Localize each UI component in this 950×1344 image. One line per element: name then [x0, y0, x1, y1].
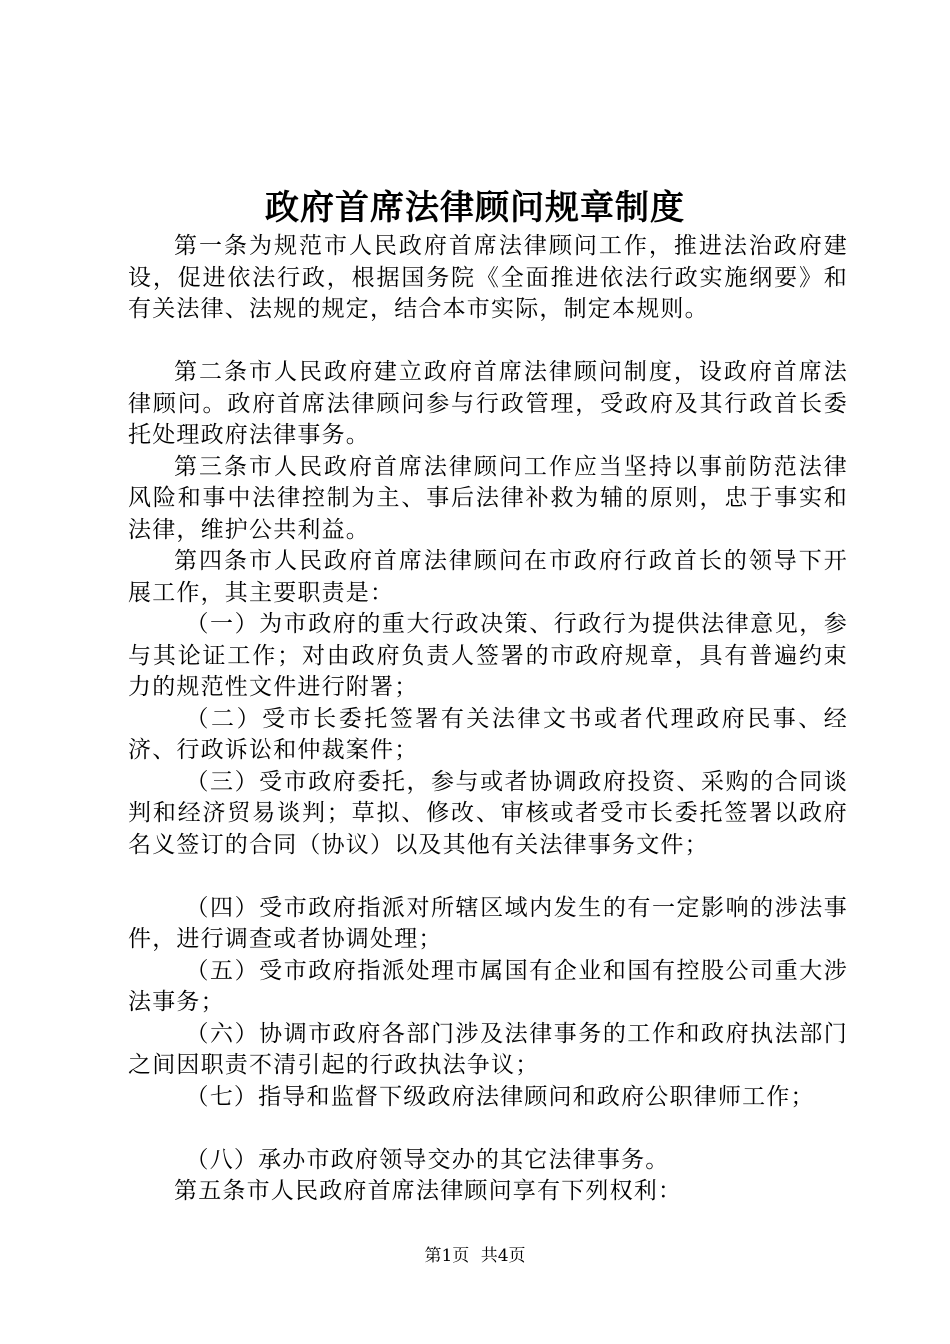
duty-item-1: （一）为市政府的重大行政决策、行政行为提供法律意见，参与其论证工作；对由政府负责人签署的市政府规章，具有普遍约束力的规范性文件进行附署；: [128, 611, 848, 700]
duty-item-3: （三）受市政府委托，参与或者协调政府投资、采购的合同谈判和经济贸易谈判；草拟、修改、审核或者受市长委托签署以政府名义签订的合同（协议）以及其他有关法律事务文件；: [128, 768, 848, 858]
duty-item-5: （五）受市政府指派处理市属国有企业和国有控股公司重大涉法事务；: [128, 957, 848, 1015]
duty-item-7: （七）指导和监督下级政府法律顾问和政府公职律师工作；: [185, 1083, 815, 1110]
article-4-paragraph: 第四条市人民政府首席法律顾问在市政府行政首长的领导下开展工作，其主要职责是：: [128, 548, 848, 606]
duty-item-4: （四）受市政府指派对所辖区域内发生的有一定影响的涉法事件，进行调查或者协调处理；: [128, 894, 848, 952]
document-title: 政府首席法律顾问规章制度: [265, 188, 685, 228]
blank-line: [128, 861, 848, 893]
document-body: [128, 231, 848, 1208]
blank-line: [128, 1113, 848, 1145]
page-total: 共4页: [480, 1246, 526, 1266]
duty-item-2: （二）受市长委托签署有关法律文书或者代理政府民事、经济、行政诉讼和仲裁案件；: [128, 705, 848, 763]
article-2-paragraph: 第二条市人民政府建立政府首席法律顾问制度，设政府首席法律顾问。政府首席法律顾问参与行政管理，受政府及其行政首长委托处理政府法律事务。: [128, 359, 848, 448]
duty-item-8: （八）承办市政府领导交办的其它法律事务。: [185, 1146, 670, 1173]
blank-line: [128, 326, 848, 358]
page-footer: [0, 1244, 950, 1268]
article-5-paragraph: 第五条市人民政府首席法律顾问享有下列权利：: [174, 1178, 683, 1204]
page-number: 第1页: [424, 1246, 470, 1266]
article-3-paragraph: 第三条市人民政府首席法律顾问工作应当坚持以事前防范法律风险和事中法律控制为主、事后法律补救为辅的原则，忠于事实和法律，维护公共利益。: [128, 453, 848, 543]
duty-item-6: （六）协调市政府各部门涉及法律事务的工作和政府执法部门之间因职责不清引起的行政执法争议；: [128, 1020, 848, 1078]
article-1-paragraph: 第一条为规范市人民政府首席法律顾问工作，推进法治政府建设，促进依法行政，根据国务院《全面推进依法行政实施纲要》和有关法律、法规的规定，结合本市实际，制定本规则。: [128, 233, 848, 322]
